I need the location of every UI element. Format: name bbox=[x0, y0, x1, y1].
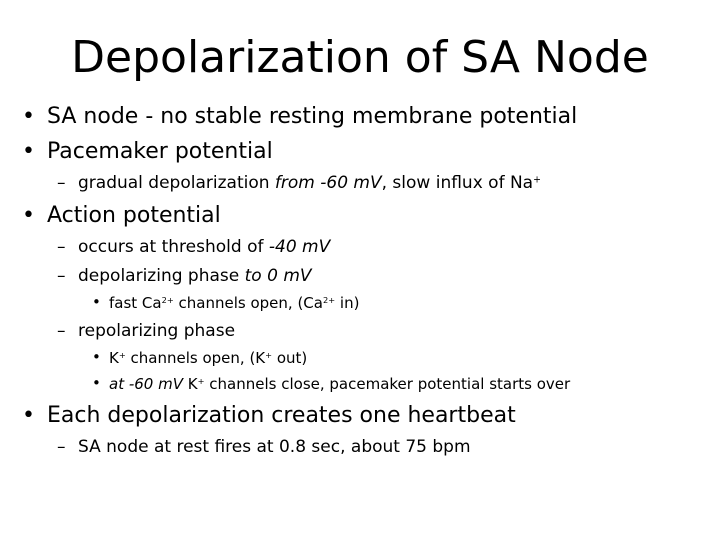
dash-marker: – bbox=[57, 321, 66, 341]
text-emphasis: from -60 mV bbox=[274, 173, 382, 193]
bullet-marker: • bbox=[22, 104, 35, 129]
superscript: 2+ bbox=[322, 295, 336, 306]
bullet-marker: • bbox=[22, 203, 35, 228]
text: repolarizing phase bbox=[78, 321, 236, 341]
text-part: fast Ca bbox=[109, 294, 162, 312]
bullet-marker: • bbox=[92, 348, 101, 366]
superscript: + bbox=[197, 376, 205, 387]
superscript: + bbox=[118, 350, 126, 361]
bullet-each-depolarization bbox=[22, 402, 516, 430]
dash-marker: – bbox=[57, 173, 66, 193]
dash-marker: – bbox=[57, 266, 66, 286]
text-part: K bbox=[182, 375, 198, 393]
text-suffix: , slow influx of Na bbox=[381, 173, 534, 193]
text-prefix: gradual depolarization bbox=[78, 173, 275, 193]
text-part: channels open, (K bbox=[125, 349, 266, 367]
bullet-sa-node bbox=[22, 103, 578, 131]
superscript: 2+ bbox=[161, 295, 174, 306]
bullet-marker: • bbox=[92, 293, 101, 311]
text-prefix: depolarizing phase bbox=[78, 266, 245, 286]
text-emphasis: to 0 mV bbox=[244, 266, 312, 286]
subbullet-depolarizing-phase bbox=[57, 264, 312, 288]
text-emphasis: -40 mV bbox=[268, 237, 331, 257]
bullet-text: Each depolarization creates one heartbeat bbox=[47, 403, 516, 428]
bullet-marker: • bbox=[22, 403, 35, 428]
text-part: in) bbox=[335, 294, 360, 312]
bullet-text: Action potential bbox=[47, 203, 221, 228]
bullet-action-potential bbox=[22, 202, 221, 230]
text: SA node at rest fires at 0.8 sec, about 75 bpm bbox=[78, 437, 471, 457]
subbullet-gradual-depolarization bbox=[57, 171, 541, 195]
bullet-marker: • bbox=[22, 139, 35, 164]
superscript: + bbox=[533, 174, 541, 186]
dash-marker: – bbox=[57, 237, 66, 257]
subsubbullet-potassium-close bbox=[92, 373, 571, 395]
slide-title: Depolarization of SA Node bbox=[71, 32, 649, 83]
subbullet-repolarizing-phase bbox=[57, 319, 236, 343]
bullet-text: Pacemaker potential bbox=[47, 139, 273, 164]
subsubbullet-calcium-channels bbox=[92, 292, 360, 314]
subsubbullet-potassium-open bbox=[92, 347, 308, 369]
text-part: out) bbox=[272, 349, 308, 367]
bullet-pacemaker-potential bbox=[22, 138, 273, 166]
subbullet-sa-rest-rate bbox=[57, 435, 471, 459]
text-emphasis: at -60 mV bbox=[109, 375, 183, 393]
subbullet-threshold bbox=[57, 235, 331, 259]
superscript: + bbox=[265, 350, 273, 361]
bullet-text: SA node - no stable resting membrane potential bbox=[47, 104, 578, 129]
text-part: channels close, pacemaker potential starts over bbox=[204, 375, 571, 393]
text-prefix: occurs at threshold of bbox=[78, 237, 269, 257]
text-part: K bbox=[109, 349, 119, 367]
text-part: channels open, (Ca bbox=[173, 294, 323, 312]
bullet-marker: • bbox=[92, 374, 101, 392]
dash-marker: – bbox=[57, 437, 66, 457]
